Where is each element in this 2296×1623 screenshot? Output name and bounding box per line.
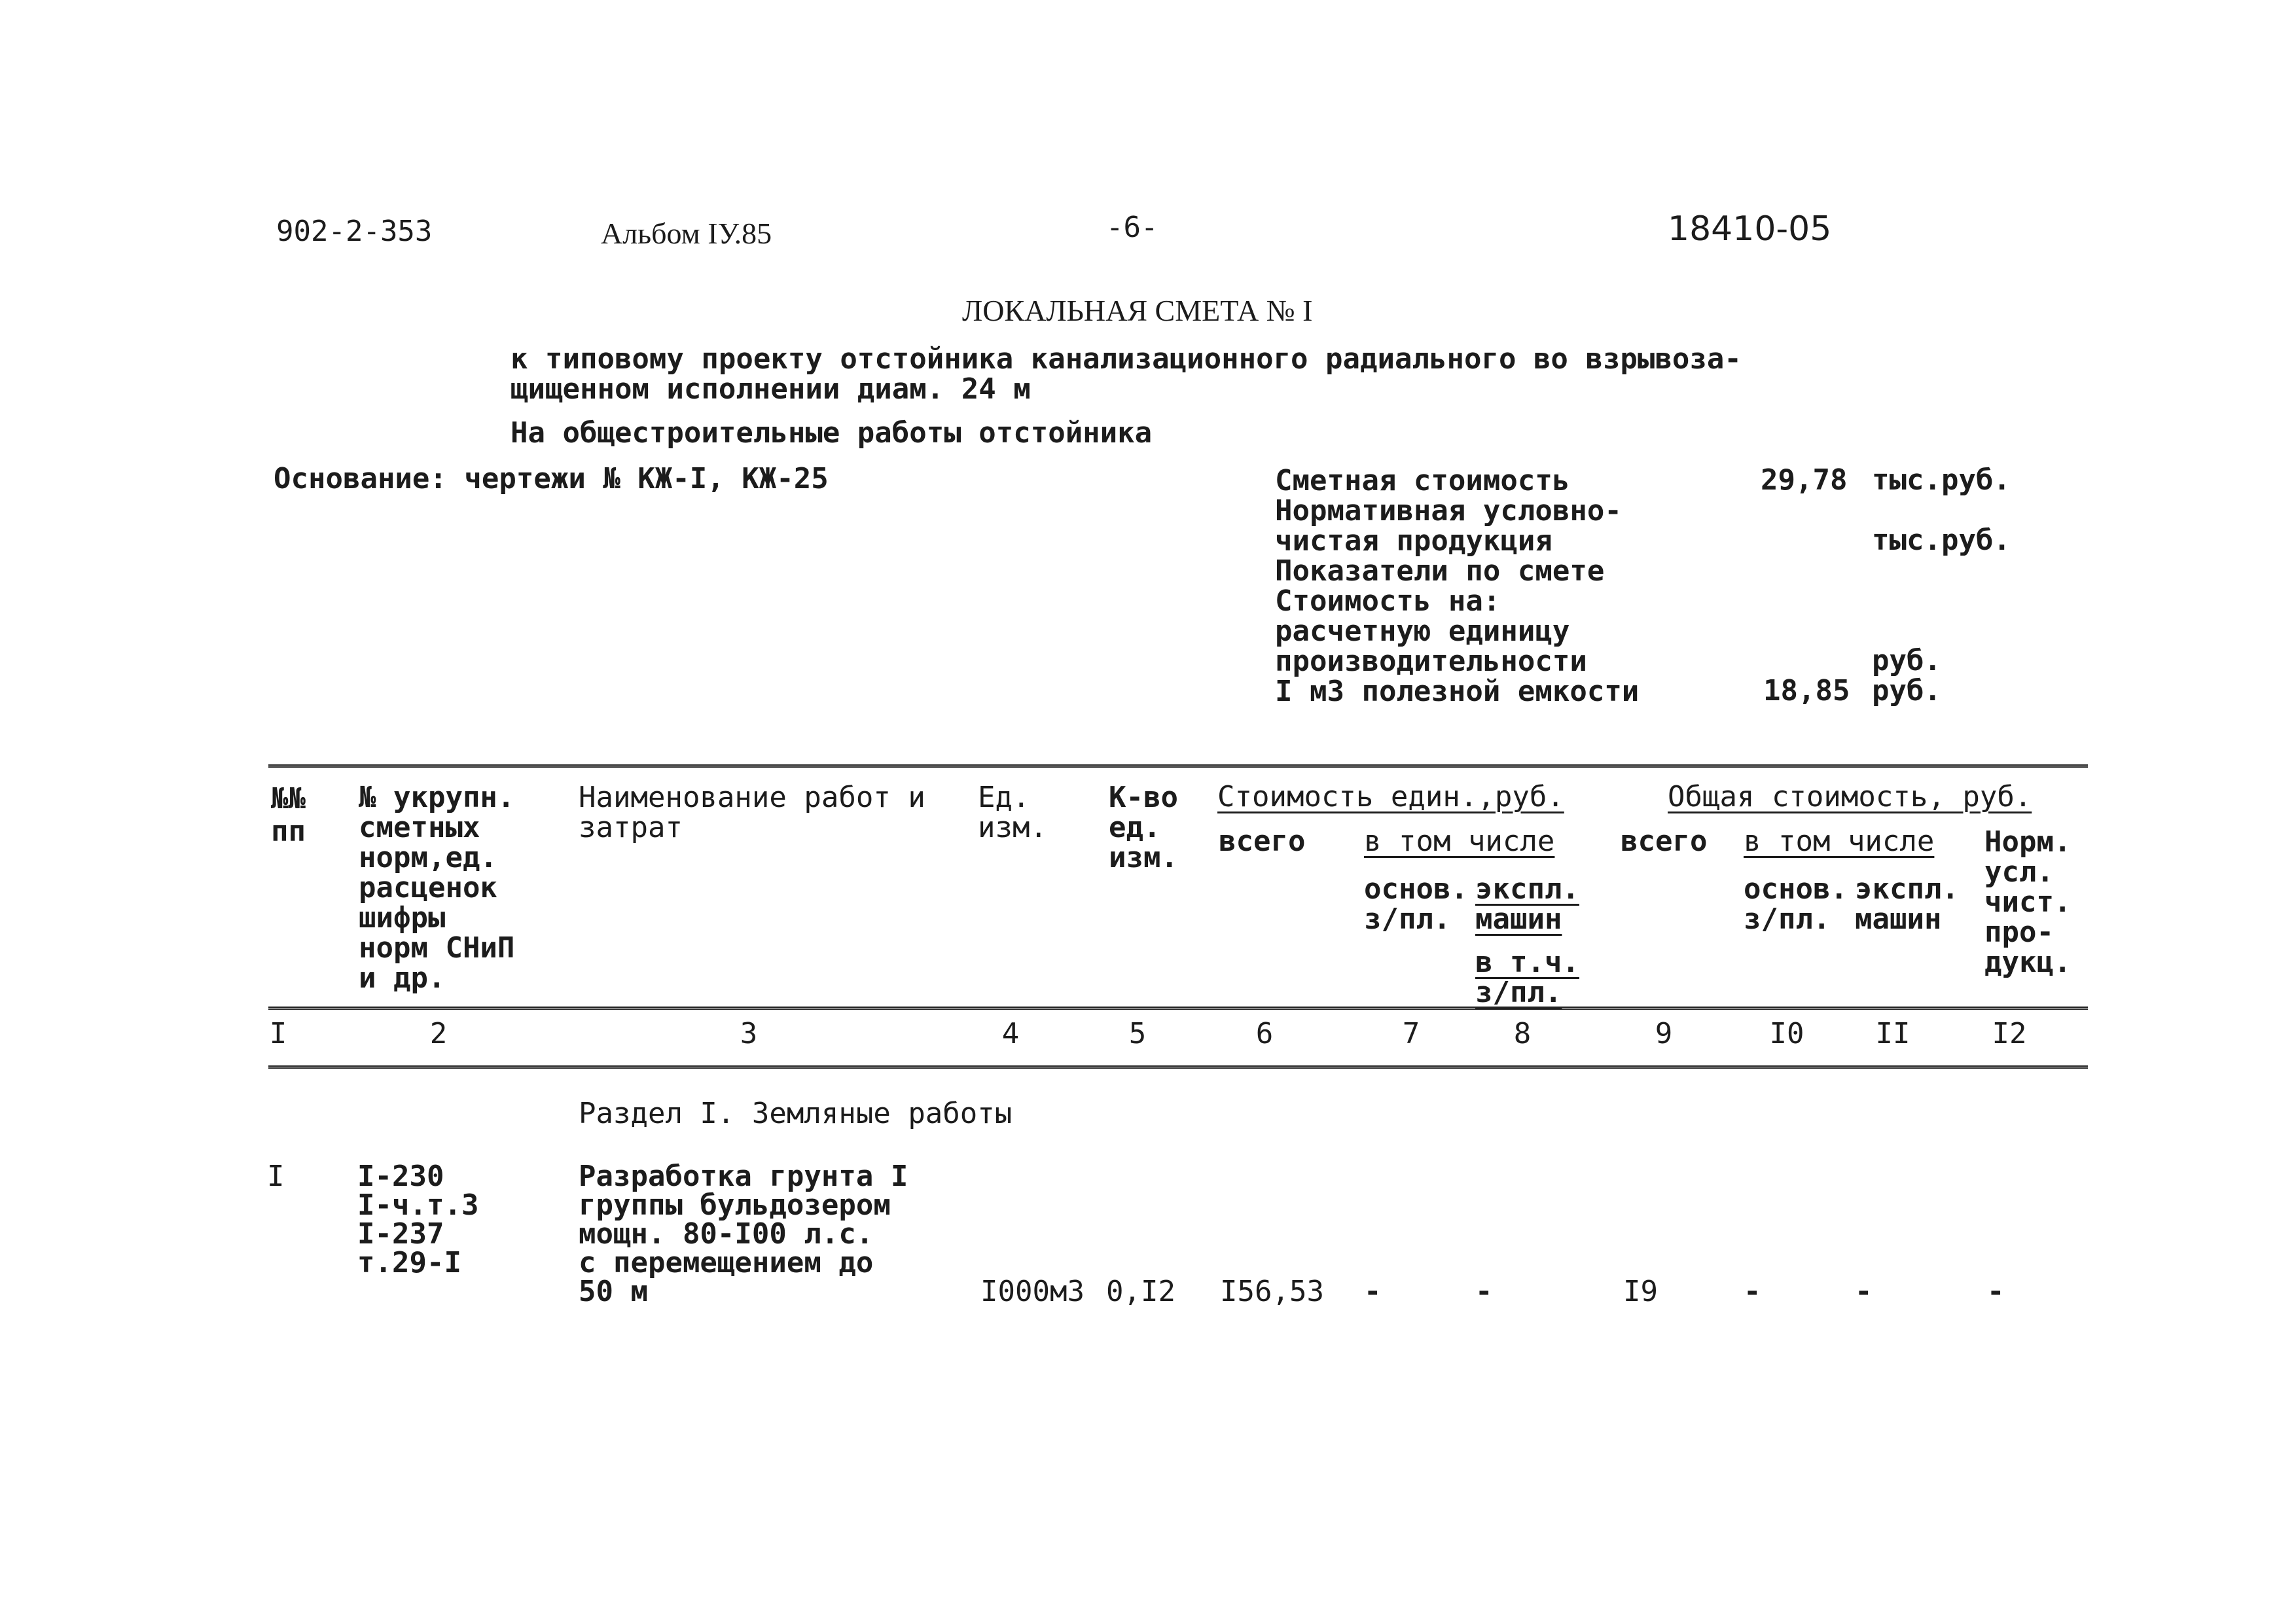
header-norm-output: Норм. усл. чист. про- дукц. xyxy=(1984,825,2072,979)
estimated-cost-unit: тыс.руб. xyxy=(1872,463,2011,497)
per-m3-value: 18,85 xyxy=(1763,674,1850,707)
header-col-name: Наименование работ и затрат xyxy=(579,781,925,844)
colnum-11: II xyxy=(1875,1017,1910,1050)
header-col-qty: К-во ед. изм. xyxy=(1109,781,1178,874)
row-number: I xyxy=(267,1160,285,1193)
colnum-bottom-rule xyxy=(268,1065,2088,1069)
net-output-unit: тыс.руб. xyxy=(1872,524,2011,557)
colnum-1: I xyxy=(269,1017,287,1050)
colnum-4: 4 xyxy=(1001,1017,1020,1050)
per-unit-unit: руб. xyxy=(1872,644,1941,677)
header-unit-base-wage: основ. з/пл. xyxy=(1364,872,1468,936)
work-scope: На общестроительные работы отстойника xyxy=(511,416,1153,450)
header-col-codes: № укрупн. сметных норм,ед. расценок шифры норм СНиП и др. xyxy=(359,781,515,995)
row-qty: 0,I2 xyxy=(1106,1275,1175,1308)
section-title: Раздел I. Земляные работы xyxy=(579,1097,1013,1130)
header-sum-base-wage: основ. з/пл. xyxy=(1744,872,1848,936)
colnum-6: 6 xyxy=(1255,1017,1274,1050)
estimated-cost-value: 29,78 xyxy=(1761,463,1848,497)
document-number: 18410-05 xyxy=(1668,209,1832,249)
page-number: -6- xyxy=(1106,211,1158,244)
header-unit-including: в том числе xyxy=(1364,825,1555,858)
colnum-7: 7 xyxy=(1402,1017,1420,1050)
basis-line: Основание: чертежи № КЖ-I, КЖ-25 xyxy=(274,462,829,495)
row-unit: I000м3 xyxy=(980,1275,1085,1308)
header-col-unit: Ед. изм. xyxy=(978,781,1047,844)
row-total-machine: - xyxy=(1855,1275,1873,1308)
row-unit-machine: - xyxy=(1475,1275,1493,1308)
row-total: I9 xyxy=(1623,1275,1658,1308)
header-sum-including: в том числе xyxy=(1744,825,1935,858)
table-top-rule xyxy=(268,764,2088,768)
header-unit-machine: экспл. машин xyxy=(1475,872,1579,936)
row-total-wage: - xyxy=(1744,1275,1761,1308)
header-total-cost-group: Общая стоимость, руб. xyxy=(1668,780,2032,813)
per-m3-unit: руб. xyxy=(1872,674,1941,707)
colnum-3: 3 xyxy=(740,1017,758,1050)
colnum-5: 5 xyxy=(1128,1017,1147,1050)
header-sum-machine: экспл. машин xyxy=(1855,872,1959,936)
colnum-8: 8 xyxy=(1513,1017,1532,1050)
album-label: Альбом IУ.85 xyxy=(601,217,772,250)
colnum-2: 2 xyxy=(429,1017,448,1050)
header-unit-total: всего xyxy=(1219,825,1306,858)
row-norm-output: - xyxy=(1987,1275,2005,1308)
row-codes: I-230 I-ч.т.3 I-237 т.29-I xyxy=(357,1160,479,1279)
header-unit-incl-wage: в т.ч. з/пл. xyxy=(1475,946,1579,1009)
header-unit-cost-group: Стоимость един.,руб. xyxy=(1217,780,1564,813)
row-unit-wage: - xyxy=(1364,1275,1382,1308)
row-work-name: Разработка грунта I группы бульдозером мощн. 80-I00 л.с. с перемещением до 50 м xyxy=(579,1160,908,1308)
row-unit-total: I56,53 xyxy=(1220,1275,1324,1308)
colnum-10: I0 xyxy=(1769,1017,1804,1050)
header-sum-total: всего xyxy=(1621,825,1708,858)
document-subtitle: к типовому проекту отстойника канализационного радиального во взрывоза- щищенном исполнении диам. 24 м xyxy=(511,342,1742,406)
doc-code: 902-2-353 xyxy=(276,215,433,248)
colnum-9: 9 xyxy=(1655,1017,1673,1050)
colnum-12: I2 xyxy=(1992,1017,2027,1050)
header-col-num: №№ пп xyxy=(271,782,306,848)
summary-labels: Сметная стоимость Нормативная условно- чистая продукция Показатели по смете Стоимость на: расчетную единицу производительности I м3 полезной емкости xyxy=(1275,464,1640,708)
document-title: ЛОКАЛЬНАЯ СМЕТА № I xyxy=(962,294,1313,327)
header-bottom-rule xyxy=(268,1007,2088,1010)
